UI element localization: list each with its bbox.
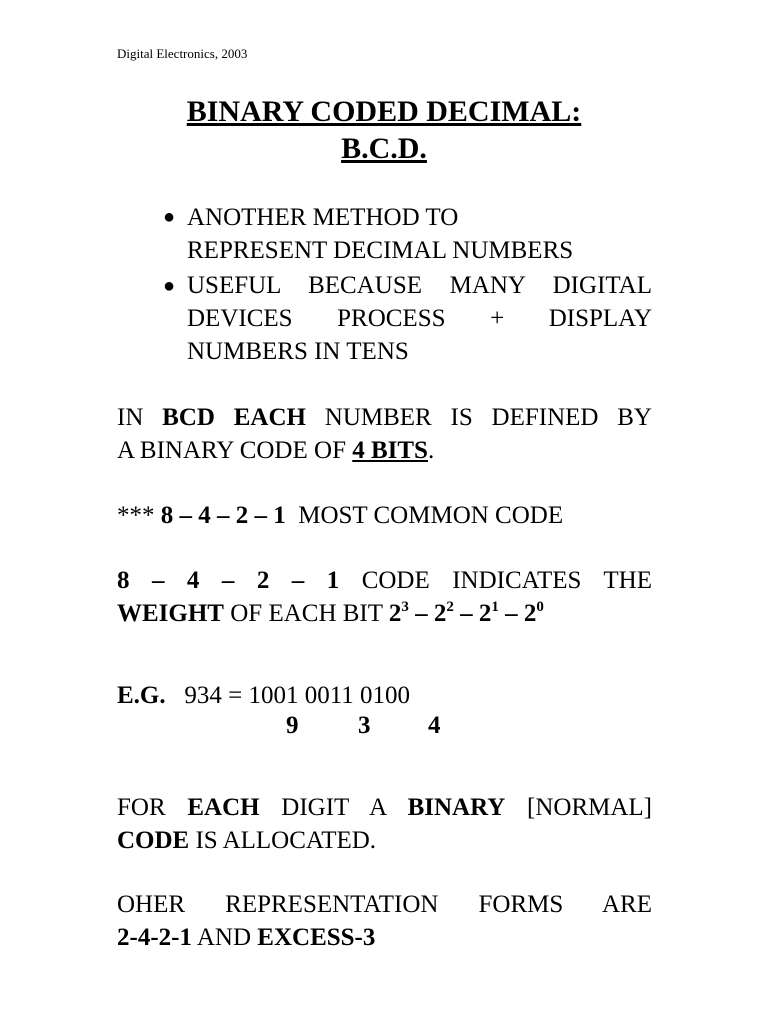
para4-line-2: CODE IS ALLOCATED. (117, 827, 377, 854)
bullet-2-line-1: USEFUL BECAUSE MANY DIGITAL (187, 272, 652, 299)
bullet-1-line-1: ANOTHER METHOD TO (187, 204, 459, 231)
bullet-1-line-2: REPRESENT DECIMAL NUMBERS (187, 237, 574, 264)
bullet-2-line-3: NUMBERS IN TENS (187, 338, 409, 365)
example-digit-3: 3 (358, 712, 371, 739)
para3-line-1: 8 – 4 – 2 – 1 CODE INDICATES THE (117, 567, 652, 594)
example-digit-9: 9 (286, 712, 299, 739)
para1-line-2: A BINARY CODE OF 4 BITS. (117, 437, 435, 464)
weight-separator: – (498, 600, 524, 627)
example-line: E.G. 934 = 1001 0011 0100 (117, 682, 411, 709)
para3-line-2: WEIGHT OF EACH BIT $2^3 - 2^2 - 2^1 - 2^0$ (117, 599, 544, 627)
weight-base: 2 (523, 600, 537, 627)
bit-weights (389, 600, 544, 627)
bullet-icon: ● (163, 206, 176, 228)
title-line-2: B.C.D. (341, 132, 427, 165)
para4-line-1: FOR EACH DIGIT A BINARY [NORMAL] (117, 794, 653, 821)
title-line-1: BINARY CODED DECIMAL: (186, 95, 582, 128)
weight-base: 2 (388, 600, 402, 627)
bullet-icon: ● (163, 275, 176, 297)
weight-separator: – (408, 600, 434, 627)
example-digit-4: 4 (428, 712, 441, 739)
weight-base: 2 (478, 600, 492, 627)
weight-exponent: 0 (536, 599, 544, 615)
para1-line-1: IN BCD EACH NUMBER IS DEFINED BY (117, 404, 652, 431)
weight-exponent: 1 (491, 599, 499, 615)
bullet-2-line-2: DEVICES PROCESS + DISPLAY (187, 305, 652, 332)
weight-base: 2 (433, 600, 447, 627)
para5-line-1: OHER REPRESENTATION FORMS ARE (117, 891, 652, 918)
weight-exponent: 3 (401, 599, 409, 615)
page-header: Digital Electronics, 2003 (117, 46, 248, 61)
para5-line-2: 2-4-2-1 AND EXCESS-3 (117, 924, 376, 951)
weight-separator: – (453, 600, 479, 627)
para2-line: *** 8 – 4 – 2 – 1 MOST COMMON CODE (117, 502, 564, 529)
weight-exponent: 2 (446, 599, 454, 615)
